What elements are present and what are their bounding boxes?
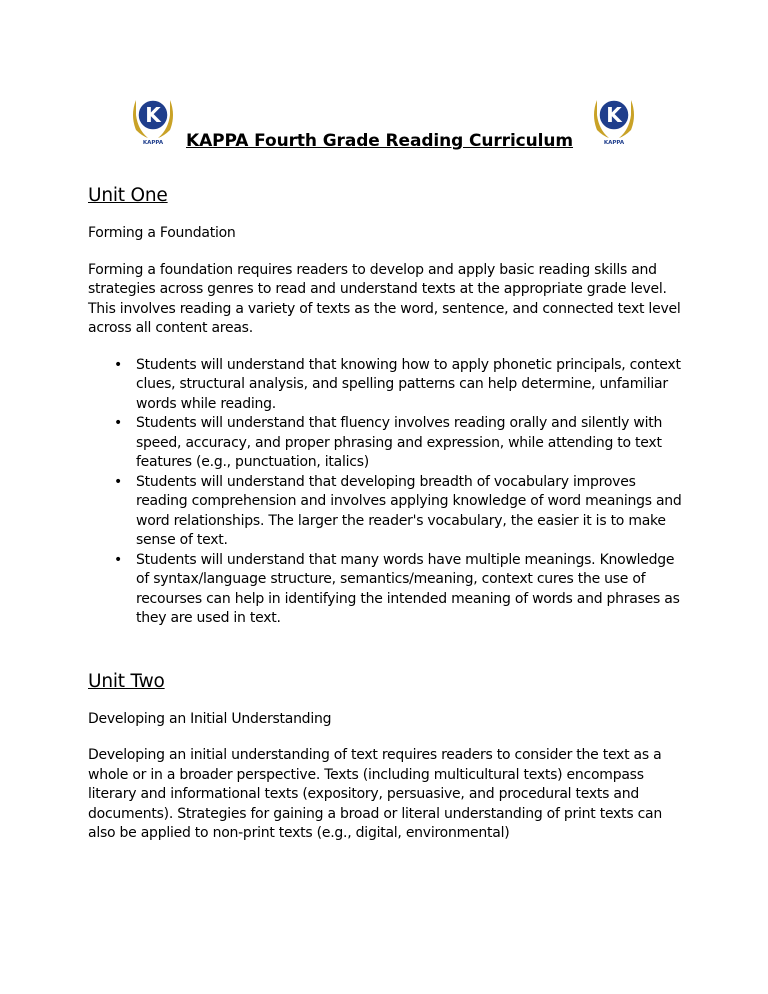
document-title: KAPPA Fourth Grade Reading Curriculum: [186, 131, 574, 151]
unit-two-section: [88, 671, 688, 844]
bullet-text: Students will understand that developing breadth of vocabulary improves reading comprehension and involves applying knowledge of word meanings and word relationships. The larger the reader's vocabulary, the easier it is to make sense of text.: [136, 473, 682, 548]
logo-text: KAPPA: [603, 140, 625, 146]
bullet-item: [114, 473, 688, 551]
unit-one-subheading: Forming a Foundation: [88, 225, 236, 241]
logo-text: KAPPA: [142, 140, 164, 146]
unit-one-intro: Forming a foundation requires readers to develop and apply basic reading skills and strategies across genres to read and understand texts at the appropriate grade level. This involves reading a variety of texts as the word, sentence, and connected text level across all content areas.: [88, 261, 681, 336]
unit-one-bullet-list: [88, 356, 688, 629]
document-body: [88, 185, 688, 861]
unit-one-section: [88, 185, 688, 629]
kappa-logo-right: [589, 90, 639, 148]
bullet-item: [114, 356, 688, 415]
unit-two-subheading: Developing an Initial Understanding: [88, 710, 332, 727]
logo-letter: K: [145, 103, 161, 127]
bullet-item: [114, 551, 688, 629]
unit-two-intro: Developing an initial understanding of text requires readers to consider the text as a whole or in a broader perspective. Texts (including multicultural texts) encompass literary and informational texts (expository, persuasive, and procedural texts and documents). Strategies for gaining a broad or literal understanding of print texts can also be applied to non-print texts (e.g., digital, environmental): [88, 747, 662, 841]
bullet-icon: •: [114, 473, 123, 490]
bullet-text: Students will understand that knowing how to apply phonetic principals, context clues, structural analysis, and spelling patterns can help determine, unfamiliar words while reading.: [136, 356, 681, 412]
kappa-logo-left: [128, 90, 178, 148]
bullet-text: Students will understand that many words have multiple meanings. Knowledge of syntax/language structure, semantics/meaning, context cures the use of recourses can help in identifying the intended meaning of words and phrases as they are used in text.: [136, 551, 680, 626]
bullet-icon: •: [114, 356, 123, 373]
bullet-icon: •: [114, 415, 123, 431]
unit-one-heading: Unit One: [88, 185, 168, 206]
unit-two-heading: Unit Two: [88, 670, 165, 692]
bullet-icon: •: [114, 551, 123, 568]
bullet-text: Students will understand that fluency involves reading orally and silently with speed, accuracy, and proper phrasing and expression, while attending to text features (e.g., punctuation, italics): [136, 415, 663, 470]
bullet-item: [114, 414, 688, 473]
logo-letter: K: [606, 103, 622, 127]
